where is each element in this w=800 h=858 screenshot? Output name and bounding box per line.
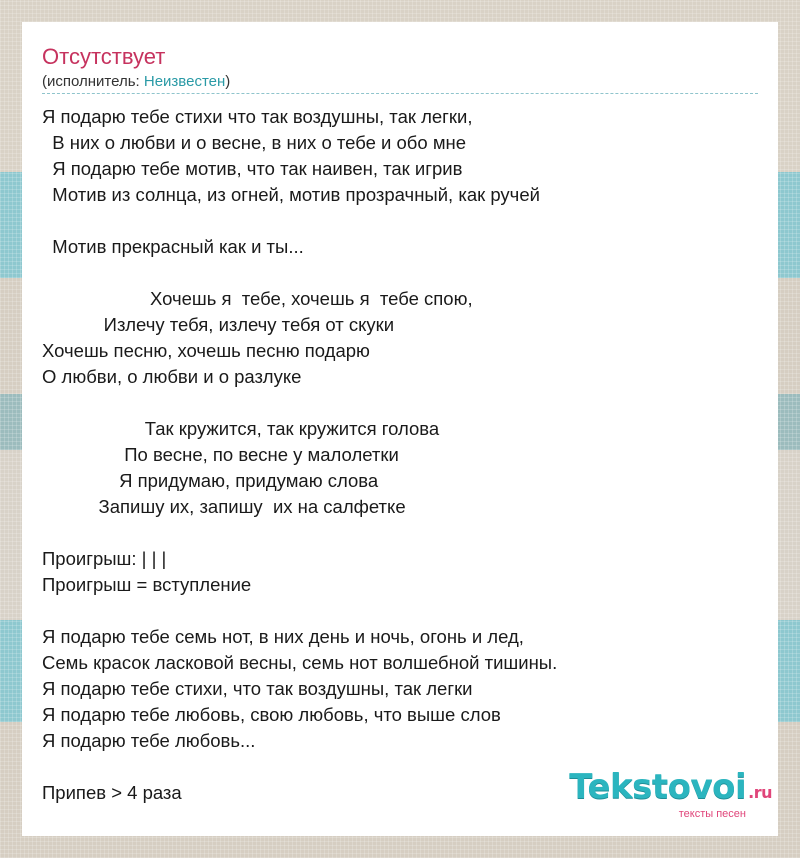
logo-tagline: тексты песен [678,808,746,820]
logo-wordmark [569,767,772,810]
logo-name: Tekstovoi [569,767,747,807]
artist-line [42,73,230,90]
song-title: Отсутствует [42,44,166,69]
dashed-divider [42,93,758,94]
logo-tld: .ru [748,783,772,802]
site-logo[interactable] [569,767,772,820]
lyrics-card [22,22,778,836]
artist-link[interactable]: Неизвестен [143,73,226,90]
artist-suffix: ) [225,73,231,90]
lyrics-text: Я подарю тебе стихи что так воздушны, так легки, В них о любви и о весне, в них о тебе и обо мне Я подарю тебе мотив, что так наивен, так игрив Мотив из солнца, из огней, мотив прозрачный, как ручей Мотив прекрасный как и ты... Хочешь я тебе, хочешь я тебе спою, Излечу тебя, излечу тебя от скуки Хочешь песню, хочешь песню подарю О любви, о любви и о разлуке Так кружится, так кружится голова По весне, по весне у малолетки Я придумаю, придумаю слова Запишу их, запишу их на салфетке Проигрыш: | | | Проигрыш = вступление Я подарю тебе семь нот, в них день и ночь, огонь и лед, Семь красок ласковой весны, семь нот волшебной тишины. Я подарю тебе стихи, что так воздушны, так легки Я подарю тебе любовь, свою любовь, что выше слов Я подарю тебе любовь... Припев > 4 раза [42,106,558,803]
artist-prefix: (исполнитель: [42,73,144,90]
